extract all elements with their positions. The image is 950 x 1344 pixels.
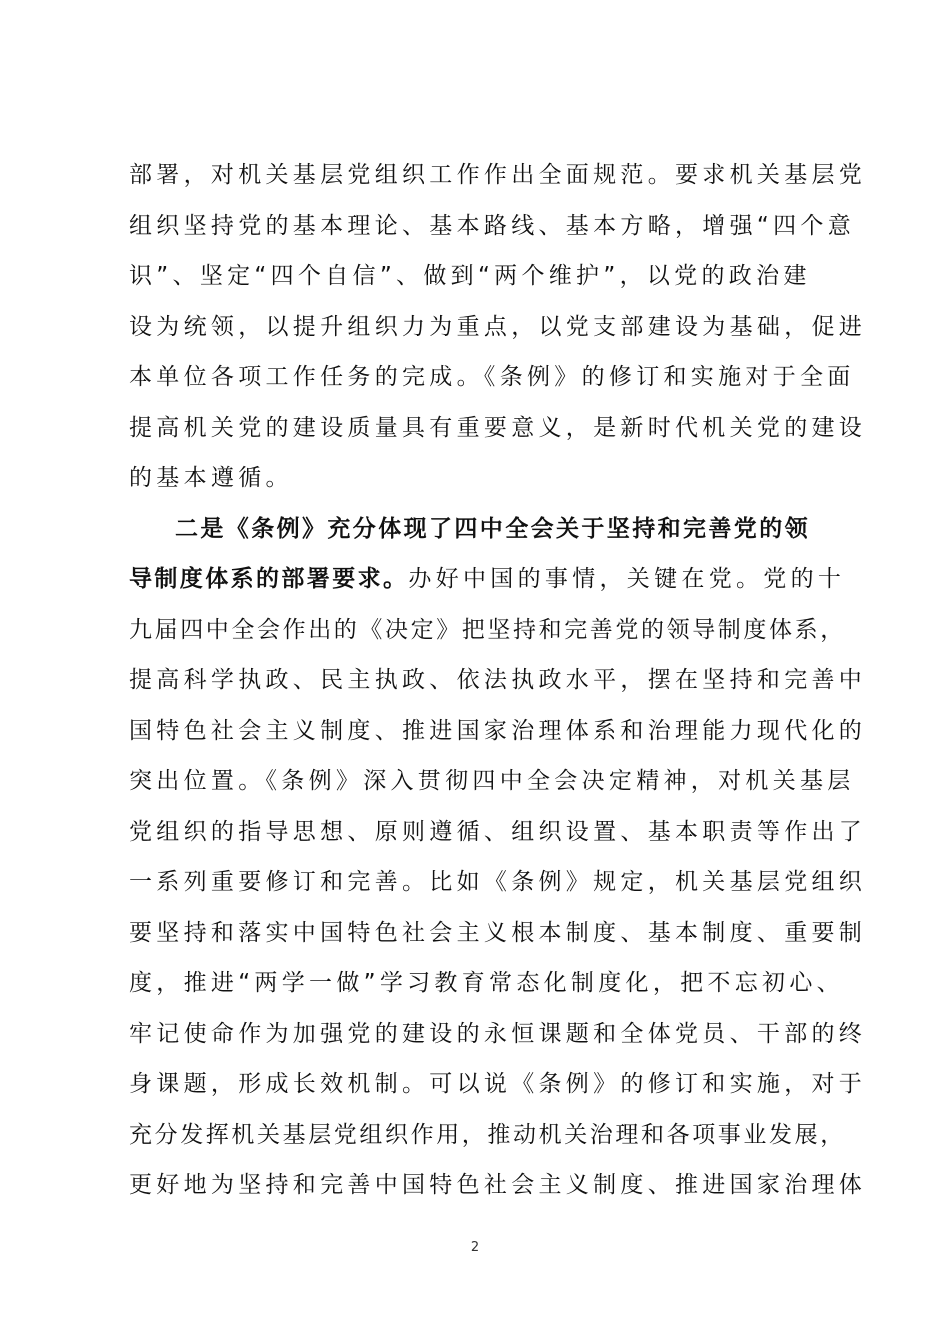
text-line <box>129 1059 867 1110</box>
text-line <box>129 251 829 302</box>
text-line <box>129 453 829 504</box>
text-line <box>129 756 855 807</box>
paragraph-text: 国特色社会主义制度、推进国家治理体系和治理能力现代化的 <box>129 717 867 744</box>
text-line <box>129 150 867 201</box>
text-line <box>129 706 867 757</box>
paragraph-text: 度，推进“两学一做”学习教育常态化制度化，把不忘初心、 <box>129 970 844 996</box>
text-line <box>129 403 867 454</box>
paragraph-text: 设为统领，以提升组织力为重点，以党支部建设为基础，促进 <box>129 313 867 340</box>
paragraph-text: 要坚持和落实中国特色社会主义根本制度、基本制度、重要制 <box>129 919 867 946</box>
bold-heading-text: 二是《条例》充分体现了四中全会关于坚持和完善党的领 <box>175 515 810 542</box>
paragraph-text: 的基本遵循。 <box>129 465 293 491</box>
paragraph-text: 识”、坚定“四个自信”、做到“两个维护”，以党的政治建 <box>129 263 811 289</box>
paragraph-text: 提高机关党的建设质量具有重要意义，是新时代机关党的建设 <box>129 414 867 441</box>
text-line <box>129 857 867 908</box>
text-line <box>129 1160 867 1211</box>
text-line <box>129 504 829 555</box>
text-line <box>129 201 856 252</box>
text-line <box>129 554 846 605</box>
text-line <box>129 807 867 858</box>
paragraph-text: 党组织的指导思想、原则遵循、组织设置、基本职责等作出了 <box>129 818 867 845</box>
paragraph-text: 一系列重要修订和完善。比如《条例》规定，机关基层党组织 <box>129 869 867 895</box>
paragraph-text: 九届四中全会作出的《决定》把坚持和完善党的领导制度体系， <box>129 616 846 643</box>
text-line <box>129 352 855 403</box>
text-line <box>129 605 846 656</box>
paragraph-text: 部署，对机关基层党组织工作作出全面规范。要求机关基层党 <box>129 162 867 188</box>
body-text <box>129 150 867 1211</box>
paragraph-text: 提高科学执政、民主执政、依法执政水平，摆在坚持和完善中 <box>129 667 867 693</box>
text-line <box>129 302 867 353</box>
text-line <box>129 908 867 959</box>
paragraph-text: 办好中国的事情，关键在党。党的十 <box>408 566 846 592</box>
page-number: 2 <box>470 1240 480 1255</box>
paragraph-text: 充分发挥机关基层党组织作用，推动机关治理和各项事业发展， <box>129 1121 846 1148</box>
bold-heading-text: 导制度体系的部署要求。 <box>129 566 409 592</box>
paragraph-text: 更好地为坚持和完善中国特色社会主义制度、推进国家治理体 <box>129 1172 867 1198</box>
paragraph-text: 身课题，形成长效机制。可以说《条例》的修订和实施，对于 <box>129 1071 867 1097</box>
text-line <box>129 958 844 1009</box>
text-line <box>129 1009 867 1060</box>
paragraph-text: 突出位置。《条例》深入贯彻四中全会决定精神，对机关基层 <box>129 768 855 794</box>
paragraph-text: 牢记使命作为加强党的建设的永恒课题和全体党员、干部的终 <box>129 1020 867 1047</box>
text-line <box>129 1110 846 1161</box>
paragraph-text: 组织坚持党的基本理论、基本路线、基本方略，增强“四个意 <box>129 212 856 239</box>
text-line <box>129 655 867 706</box>
paragraph-text: 本单位各项工作任务的完成。《条例》的修订和实施对于全面 <box>129 364 855 390</box>
